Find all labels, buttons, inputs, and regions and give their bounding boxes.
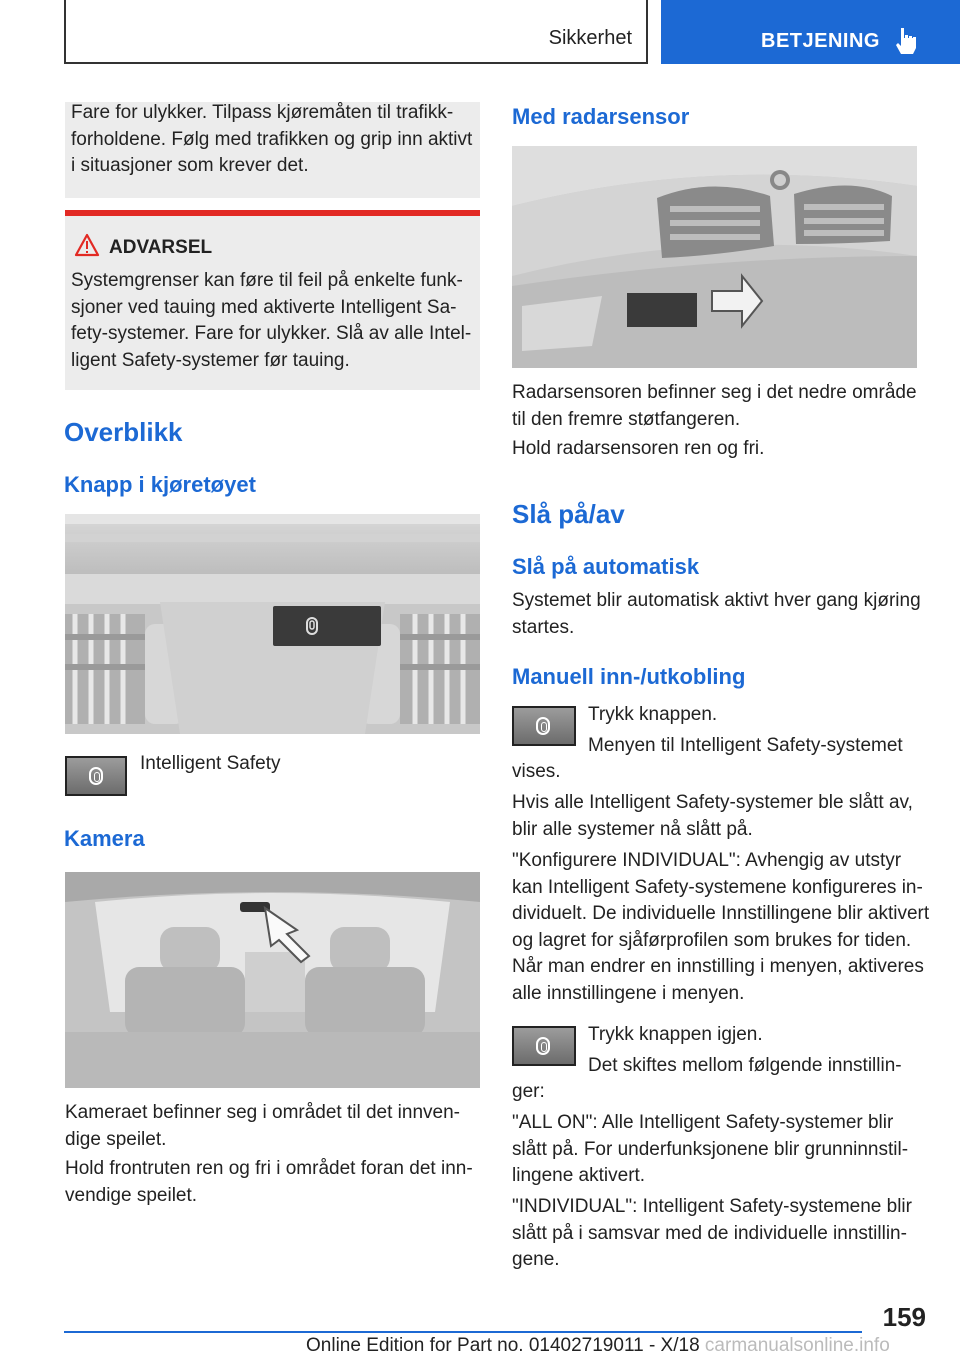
- camera-paragraph-2: Hold frontruten ren og fri i området foran det inn- vendige speilet.: [65, 1158, 473, 1206]
- warning-text: Systemgrenser kan føre til feil på enkelte funk- sjoner ved tauing med aktiverte Intelligent Sa- fety-systemer. Fare for ulykker. Slå av alle Intel- ligent Safety-systemer før tauing.: [71, 270, 472, 371]
- heading-overview: Overblikk: [64, 417, 183, 447]
- step1-press: Trykk knappen.: [588, 704, 718, 725]
- warning-title: ADVARSEL: [109, 237, 213, 258]
- watermark-text: carmanualsonline.info: [704, 1335, 890, 1356]
- dashboard-button-photo: [65, 514, 480, 734]
- section-title: Sikkerhet: [548, 27, 632, 49]
- configure-paragraph: "Konfigurere INDIVIDUAL": Avhengig av utstyr kan Intelligent Safety-systemene konfigureres in- dividuelt. De individuelle Innstillingene blir aktivert og lagret for sjåførprofilen som brukes for tiden. Når man endrer en innstilling i menyen, aktiveres alle innstillingene i menyen.: [512, 850, 930, 1004]
- pointing-hand-icon: [895, 26, 917, 54]
- camera-interior-photo: [65, 872, 480, 1088]
- heading-button-in-vehicle: Knapp i kjøretøyet: [64, 472, 256, 497]
- step2-cont: ger:: [512, 1081, 545, 1102]
- step1-menu: Menyen til Intelligent Safety-systemet: [588, 735, 903, 756]
- header-chapter-tab: [661, 0, 960, 64]
- heading-on-off: Slå på/av: [512, 499, 625, 529]
- heading-auto-on: Slå på automatisk: [512, 554, 700, 579]
- edition-text: Online Edition for Part no. 01402719011 - X/18: [306, 1335, 700, 1356]
- radar-sensor-photo: [512, 146, 917, 368]
- footer-rule: [64, 1331, 862, 1333]
- intelligent-safety-button-thumbnail: [65, 756, 127, 796]
- intelligent-safety-button-thumbnail-3: [512, 1026, 576, 1066]
- step1-shown: vises.: [512, 761, 561, 782]
- heading-manual: Manuell inn-/utkobling: [512, 664, 746, 689]
- step2-press-again: Trykk knappen igjen.: [588, 1024, 763, 1045]
- notice-text: Fare for ulykker. Tilpass kjøremåten til trafikk- forholdene. Følg med trafikken og grip inn aktivt i situasjoner som krever det.: [71, 102, 473, 176]
- header-section-box: [64, 0, 648, 64]
- footer-edition: [306, 1335, 890, 1357]
- radar-paragraph-1: Radarsensoren befinner seg i det nedre område til den fremre støtfangeren.: [512, 382, 917, 430]
- radar-paragraph-2: Hold radarsensoren ren og fri.: [512, 438, 765, 459]
- auto-paragraph: Systemet blir automatisk aktivt hver gang kjøring startes.: [512, 590, 921, 638]
- heading-camera: Kamera: [64, 826, 145, 851]
- heading-radar-sensor: Med radarsensor: [512, 104, 690, 129]
- chapter-title: BETJENING: [761, 30, 880, 52]
- button-caption: Intelligent Safety: [140, 753, 281, 774]
- all-on-paragraph: "ALL ON": Alle Intelligent Safety-systemer blir slått på. For underfunksjonene blir grunninnstil- lingene aktivert.: [512, 1112, 909, 1186]
- all-off-paragraph: Hvis alle Intelligent Safety-systemer ble slått av, blir alle systemer nå slått på.: [512, 792, 913, 840]
- camera-paragraph-1: Kameraet befinner seg i området til det innven- dige speilet.: [65, 1102, 460, 1150]
- step2-switch: Det skiftes mellom følgende innstillin-: [588, 1055, 902, 1076]
- intelligent-safety-button-thumbnail-2: [512, 706, 576, 746]
- notice-box: [65, 102, 480, 198]
- warning-triangle-icon: [74, 233, 100, 257]
- page-number: 159: [882, 1302, 926, 1332]
- individual-paragraph: "INDIVIDUAL": Intelligent Safety-systemene blir slått på i samsvar med de individuelle innstillin- gene.: [512, 1196, 912, 1270]
